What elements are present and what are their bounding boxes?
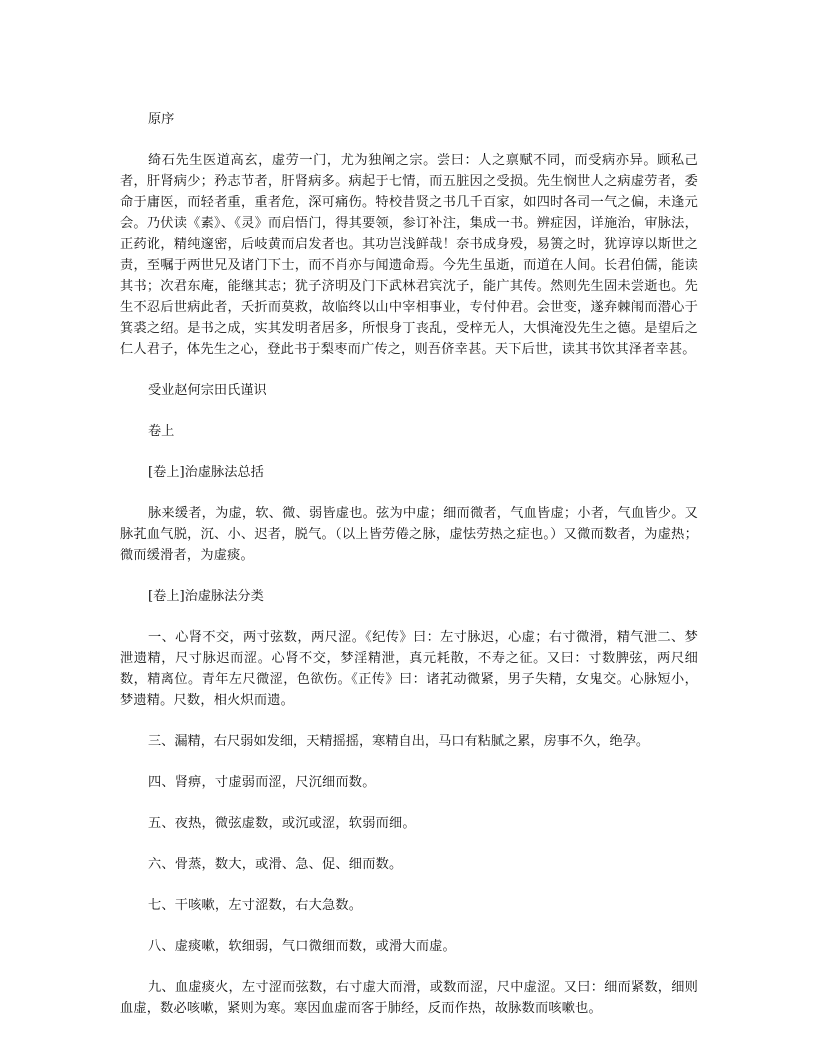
category-item-3: 三、漏精，右尺弱如发细，天精摇摇，寒精自出，马口有粘腻之累，房事不久，绝孕。 (148, 734, 650, 749)
preface-title: 原序 (148, 112, 175, 127)
category-item-8: 八、虚痰嗽，软细弱，气口微细而数，或滑大而虚。 (148, 939, 456, 954)
preface-paragraph: 绮石先生医道高玄，虚劳一门，尤为独阐之宗。尝曰：人之禀赋不同，而受病亦异。顾私己者，肝肾病少；矜志节者，肝肾病多。病起于七情，而五脏因之受损。先生悯世人之病虚劳者，委命于庸医，而轻者重，重者危，深可痛伤。特校昔贤之书几千百家，如四时各司一气之偏，未逢元会。乃伏读《素》、《灵》而启悟门，得其要领，参订补注，集成一书。辨症因，详施治，审脉法，正药讹，精纯邃密，后岐黄而启发者也。其功岂浅鲜哉！奈书成身殁，易箦之时，犹谆谆以斯世之责，至嘱于两世兄及诸门下士，而不肖亦与闻遗命焉。今先生虽逝，而道在人间。长君伯儒，能读其书；次君东庵，能继其志；犹子济明及门下武林君宾沈子，能广其传。然则先生固未尝逝也。先生不忍后世病此者，夭折而莫救，故临终以山中宰相事业，专付仲君。会世变，遂弃棘闱而潜心于箕裘之绍。是书之成，实其发明者居多，所恨身丁丧乱，受梓无人，大惧淹没先生之德。是望后之仁人君子，体先生之心，登此书于梨枣而广传之，则吾侪幸甚。天下后世，读其书饮其泽者幸甚。 (120, 153, 698, 357)
section-summary-paragraph: 脉来缓者，为虚，软、微、弱皆虚也。弦为中虚；细而微者，气血皆虚；小者，气血皆少。又脉芤血气脱，沉、小、迟者，脱气。（以上皆劳倦之脉，虚怯劳热之症也。）又微而数者，为虚热；微而缓滑者，为虚痰。 (120, 506, 698, 563)
category-item-9: 九、血虚痰火，左寸涩而弦数，右寸虚大而滑，或数而涩，尺中虚涩。又曰：细而紧数，细则血虚，数必咳嗽，紧则为寒。寒因血虚而客于肺经，反而作热，故脉数而咳嗽也。 (120, 980, 698, 1016)
category-item-6: 六、骨蒸，数大，或滑、急、促、细而数。 (148, 857, 403, 872)
category-item-4: 四、肾痹，寸虚弱而涩，尺沉细而数。 (148, 775, 376, 790)
preface-signature: 受业赵何宗田氏谨识 (148, 383, 267, 398)
section-title-summary: [卷上]治虚脉法总括 (148, 465, 264, 480)
document-content (120, 109, 698, 1039)
volume-title: 卷上 (148, 424, 175, 439)
section-title-categories: [卷上]治虚脉法分类 (148, 589, 264, 604)
category-item-5: 五、夜热，微弦虚数，或沉或涩，软弱而细。 (148, 816, 416, 831)
category-item-1: 一、心肾不交，两寸弦数，两尺涩。《纪传》曰：左寸脉迟，心虚；右寸微滑，精气泄二、梦泄遗精，尺寸脉迟而涩。心肾不交，梦淫精泄，真元耗散，不寿之征。又曰：寸数脾弦，两尺细数，精离位。青年左尺微涩，色欲伤。《正传》曰：诸芤动微紧，男子失精，女鬼交。心脉短小，梦遗精。尺数，相火炽而遗。 (120, 630, 698, 708)
category-item-7: 七、干咳嗽，左寸涩数，右大急数。 (148, 898, 363, 913)
